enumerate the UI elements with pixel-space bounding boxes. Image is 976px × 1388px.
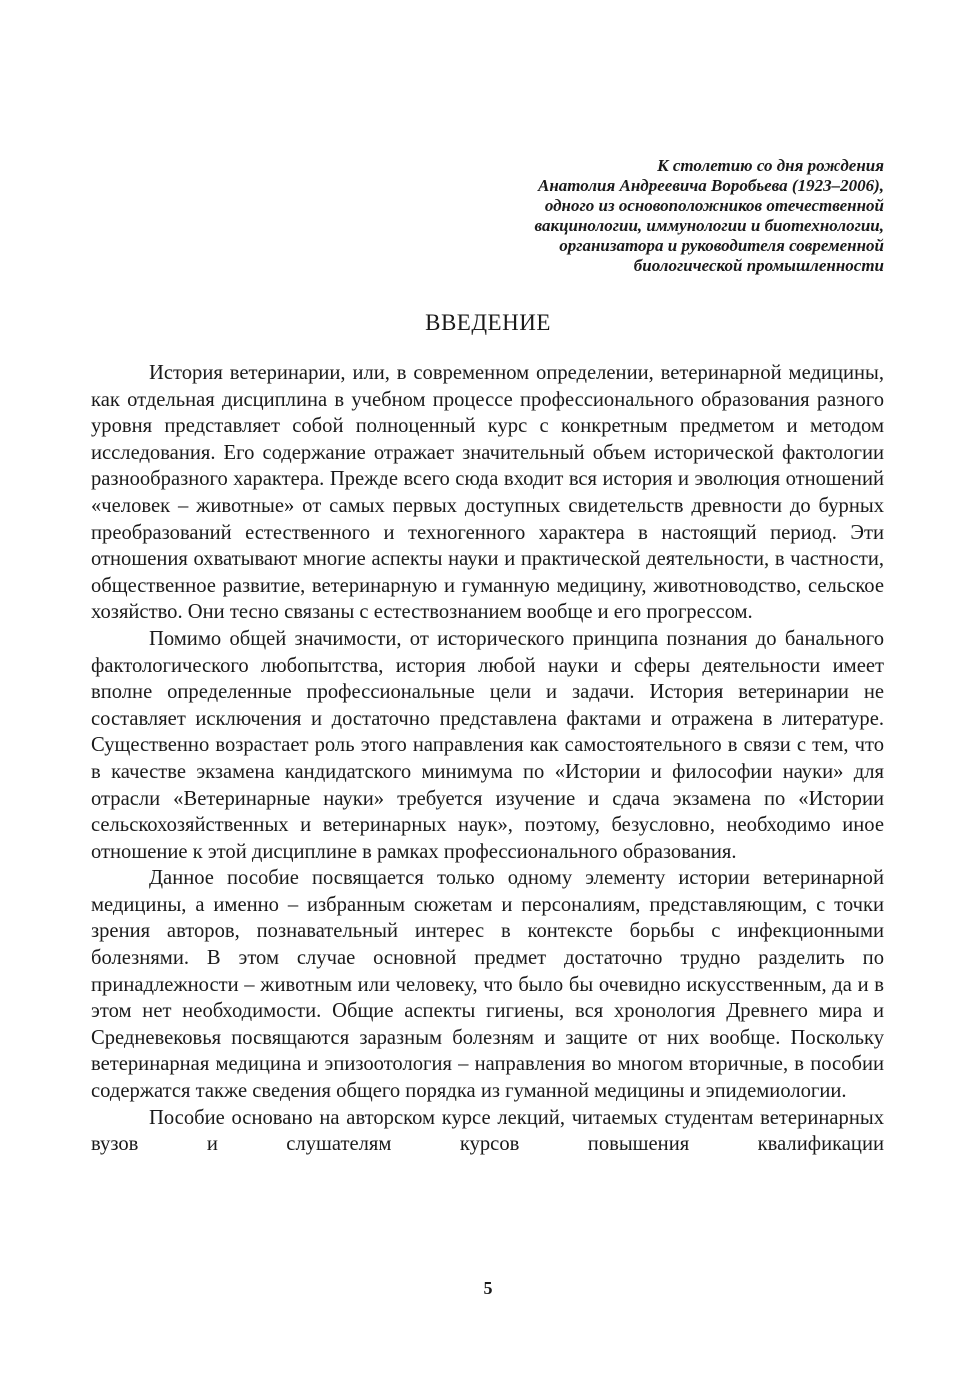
dedication-line: К столетию со дня рождения [657,156,884,175]
dedication-line: организатора и руководителя современной [559,236,884,255]
dedication-line: биологической промышленности [633,256,884,275]
dedication-line: Анатолия Андреевича Воробьева (1923–2006), [537,176,884,195]
page-number: 5 [483,1278,493,1298]
paragraph: Пособие основано на авторском курсе лекций, читаемых студентам ветеринарных вузов и слушателям курсов повышения квалификации [91,1106,884,1156]
dedication-line: вакцинологии, иммунологии и биотехнологии, [534,216,884,235]
paragraph: История ветеринарии, или, в современном определении, ветеринарной медицины, как отдельная дисциплина в учебном процессе профессионального образования разного уровня представляет собой полноценный курс с конкретным предметом и методом исследования. Его содержание отражает значительный объем исторической фактологии разнообразного характера. Прежде всего сюда входит вся история и эволюция отношений «человек – животные» от самых первых доступных свидетельств древности до бурных преобразований естественного и техногенного характера в настоящий период. Эти отношения охватывают многие аспекты науки и практической деятельности, в частности, общественное развитие, ветеринарную и гуманную медицину, животноводство, сельское хозяйство. Они тесно связаны с естествознанием вообще и его прогрессом. [91,362,884,624]
section-title: ВВЕДЕНИЕ [425,310,551,335]
dedication-line: одного из основоположников отечественной [544,196,884,215]
paragraph: Данное пособие посвящается только одному элементу истории ветеринарной медицины, а именно – избранным сюжетам и персоналиям, представляющим, с точки зрения авторов, познавательный интерес в контексте борьбы с инфекционными болезнями. В этом случае основной предмет достаточно трудно разделить по принадлежности – животным или человеку, что было бы очевидно искусственным, да и в этом нет необходимости. Общие аспекты гигиены, вся хронология Древнего мира и Средневековья посвящаются заразным болезням и защите от них вообще. Поскольку ветеринарная медицина и эпизоотология – направления во многом вторичные, в пособии содержатся также сведения общего порядка из гуманной медицины и эпидемиологии. [91,867,884,1103]
dedication-epigraph [364,156,884,276]
paragraph: Помимо общей значимости, от исторического принципа познания до банального фактологического любопытства, история любой науки и сферы деятельности имеет вполне определенные профессиональные цели и задачи. История ветеринарии не составляет исключения и достаточно представлена фактами и отражена в литературе. Существенно возрастает роль этого направления как самостоятельного в связи с тем, что в качестве экзамена кандидатского минимума по «Истории и философии науки» для отрасли «Ветеринарные науки» требуется изучение и сдача экзамена по «Истории сельскохозяйственных и ветеринарных наук», поэтому, безусловно, необходимо иное отношение к этой дисциплине в рамках профессионального образования. [91,627,884,863]
body-text [91,360,884,1158]
